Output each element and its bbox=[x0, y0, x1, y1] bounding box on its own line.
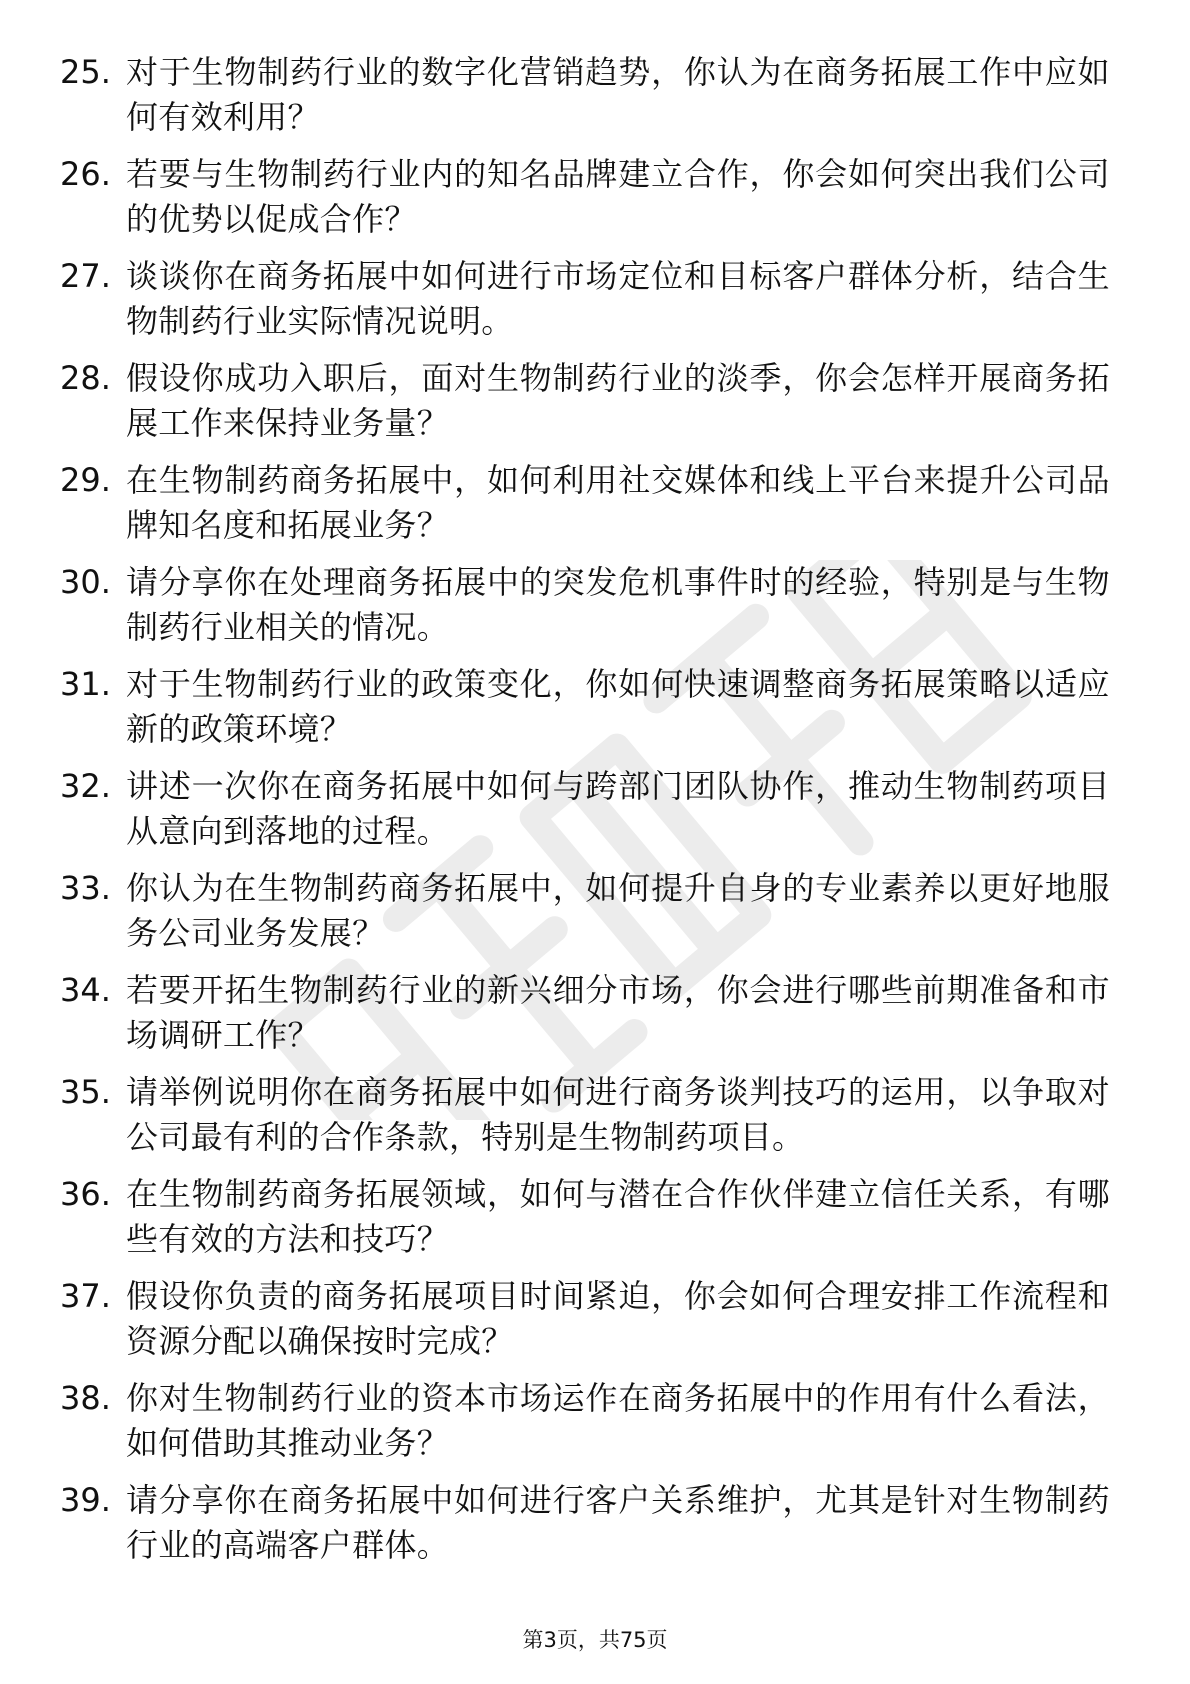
question-text: 讲述一次你在商务拓展中如何与跨部门团队协作，推动生物制药项目从意向到落地的过程。 bbox=[126, 767, 1110, 850]
question-text: 若要与生物制药行业内的知名品牌建立合作，你会如何突出我们公司的优势以促成合作？ bbox=[126, 155, 1110, 238]
list-item bbox=[0, 152, 1190, 254]
question-number: 35. bbox=[60, 1073, 111, 1111]
question-list bbox=[0, 50, 1190, 1580]
question-text: 假设你成功入职后，面对生物制药行业的淡季，你会怎样开展商务拓展工作来保持业务量？ bbox=[126, 359, 1110, 442]
question-text: 对于生物制药行业的数字化营销趋势，你认为在商务拓展工作中应如何有效利用？ bbox=[126, 53, 1110, 136]
question-number: 36. bbox=[60, 1175, 111, 1213]
question-number: 34. bbox=[60, 971, 111, 1009]
question-number: 29. bbox=[60, 461, 111, 499]
list-item bbox=[0, 764, 1190, 866]
question-number: 30. bbox=[60, 563, 111, 601]
question-number: 31. bbox=[60, 665, 111, 703]
list-item bbox=[0, 968, 1190, 1070]
question-text: 在生物制药商务拓展领域，如何与潜在合作伙伴建立信任关系，有哪些有效的方法和技巧？ bbox=[126, 1175, 1110, 1258]
question-text: 请举例说明你在商务拓展中如何进行商务谈判技巧的运用，以争取对公司最有利的合作条款，特别是生物制药项目。 bbox=[126, 1073, 1110, 1156]
question-number: 26. bbox=[60, 155, 111, 193]
question-text: 谈谈你在商务拓展中如何进行市场定位和目标客户群体分析，结合生物制药行业实际情况说明。 bbox=[126, 257, 1110, 340]
list-item bbox=[0, 560, 1190, 662]
question-number: 25. bbox=[60, 53, 111, 91]
list-item bbox=[0, 1376, 1190, 1478]
question-number: 28. bbox=[60, 359, 111, 397]
question-number: 32. bbox=[60, 767, 111, 805]
list-item bbox=[0, 1172, 1190, 1274]
question-text: 你对生物制药行业的资本市场运作在商务拓展中的作用有什么看法，如何借助其推动业务？ bbox=[126, 1379, 1110, 1462]
question-text: 请分享你在处理商务拓展中的突发危机事件时的经验，特别是与生物制药行业相关的情况。 bbox=[126, 563, 1110, 646]
list-item bbox=[0, 1274, 1190, 1376]
question-text: 请分享你在商务拓展中如何进行客户关系维护，尤其是针对生物制药行业的高端客户群体。 bbox=[126, 1481, 1110, 1564]
question-text: 对于生物制药行业的政策变化，你如何快速调整商务拓展策略以适应新的政策环境？ bbox=[126, 665, 1110, 748]
question-number: 27. bbox=[60, 257, 111, 295]
question-text: 若要开拓生物制药行业的新兴细分市场，你会进行哪些前期准备和市场调研工作？ bbox=[126, 971, 1110, 1054]
question-number: 39. bbox=[60, 1481, 111, 1519]
question-text: 在生物制药商务拓展中，如何利用社交媒体和线上平台来提升公司品牌知名度和拓展业务？ bbox=[126, 461, 1110, 544]
list-item bbox=[0, 662, 1190, 764]
question-number: 33. bbox=[60, 869, 111, 907]
list-item bbox=[0, 50, 1190, 152]
list-item bbox=[0, 254, 1190, 356]
question-text: 你认为在生物制药商务拓展中，如何提升自身的专业素养以更好地服务公司业务发展？ bbox=[126, 869, 1110, 952]
question-text: 假设你负责的商务拓展项目时间紧迫，你会如何合理安排工作流程和资源分配以确保按时完成？ bbox=[126, 1277, 1110, 1360]
list-item bbox=[0, 866, 1190, 968]
list-item bbox=[0, 458, 1190, 560]
list-item bbox=[0, 356, 1190, 458]
page-footer: 第3页，共75页 bbox=[522, 1628, 668, 1652]
question-number: 38. bbox=[60, 1379, 111, 1417]
list-item bbox=[0, 1070, 1190, 1172]
question-number: 37. bbox=[60, 1277, 111, 1315]
list-item bbox=[0, 1478, 1190, 1580]
